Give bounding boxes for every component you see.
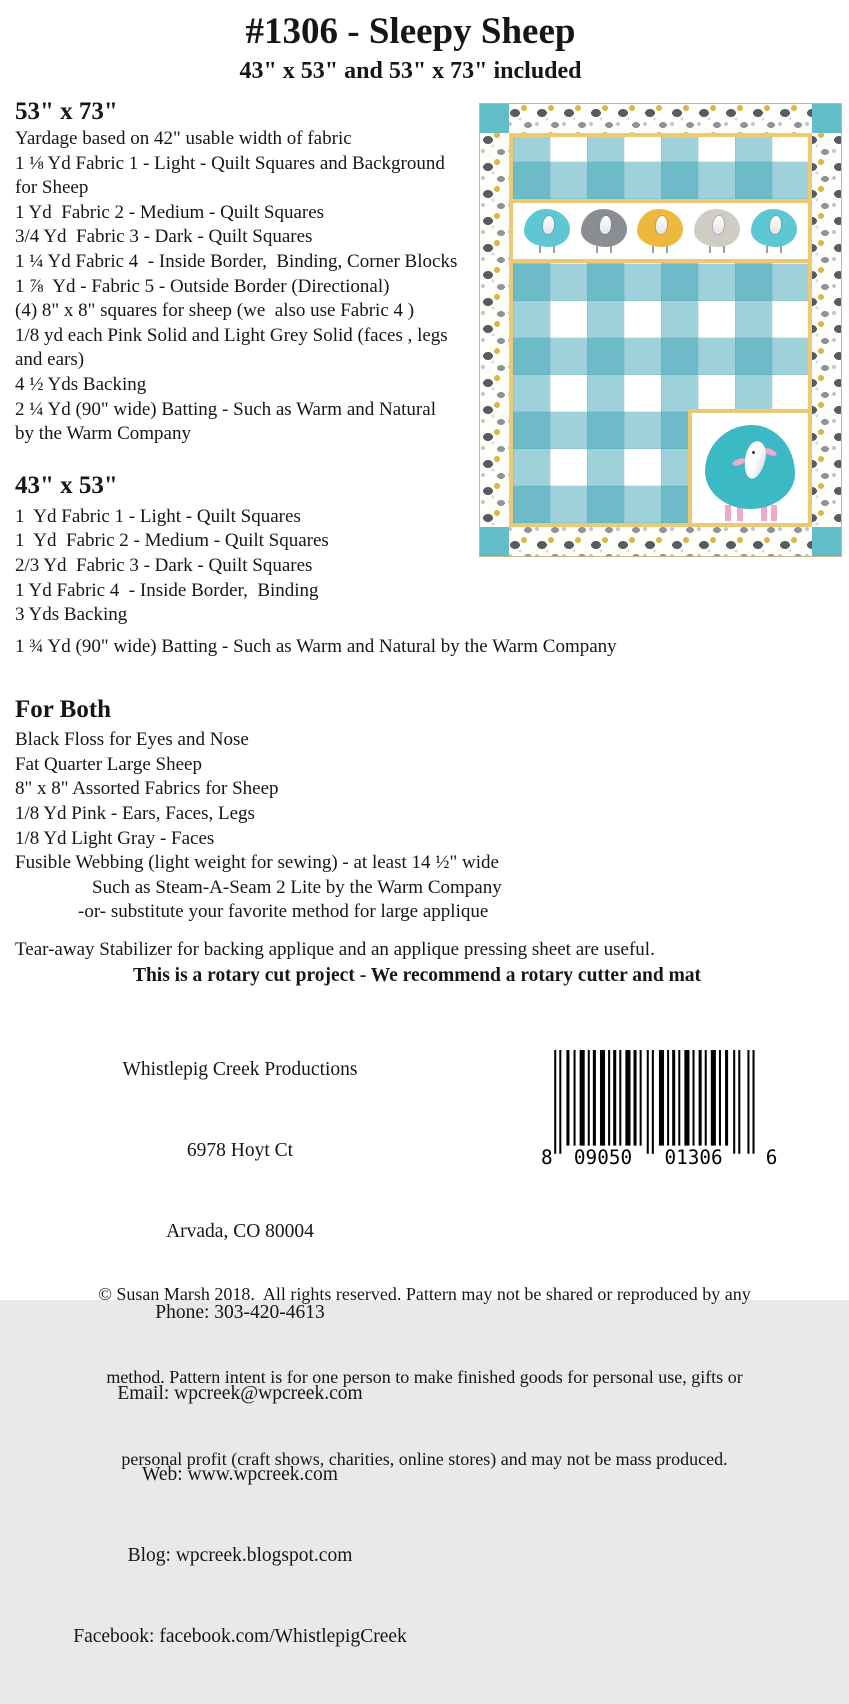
yardage-line: (4) 8" x 8" squares for sheep (we also use Fabric 4 ) <box>15 300 415 322</box>
copyright-block <box>0 1226 849 1529</box>
page-title: #1306 - Sleepy Sheep <box>245 11 576 52</box>
section-heading-43x53: 43" x 53" <box>15 471 118 499</box>
barcode-digit-right: 6 <box>765 1145 778 1169</box>
yardage-line: for Sheep <box>15 177 89 199</box>
yardage-line: 1 Yd Fabric 1 - Light - Quilt Squares <box>15 505 301 527</box>
barcode-digits-group1: 09050 <box>573 1145 633 1169</box>
copyright-line: personal profit (craft shows, charities, online stores) and may not be mass produced. <box>121 1449 728 1469</box>
yardage-line: 3/4 Yd Fabric 3 - Dark - Quilt Squares <box>15 226 313 248</box>
facebook-line: Facebook: facebook.com/WhistlepigCreek <box>73 1626 407 1647</box>
yardage-line-indented: Such as Steam-A-Seam 2 Lite by the Warm Company <box>92 876 502 898</box>
rotary-cut-note: This is a rotary cut project - We recommend a rotary cutter and mat <box>132 964 702 986</box>
address-street: 6978 Hoyt Ct <box>186 1140 294 1161</box>
yardage-line-batting: 1 ¾ Yd (90" wide) Batting - Such as Warm and Natural by the Warm Company <box>15 635 617 657</box>
copyright-line: method. Pattern intent is for one person to make finished goods for personal use, gifts or <box>106 1366 743 1387</box>
yardage-line: 2/3 Yd Fabric 3 - Dark - Quilt Squares <box>15 554 313 576</box>
yardage-line-indented: -or- substitute your favorite method for large applique <box>78 901 489 923</box>
yardage-line: 1/8 Yd Pink - Ears, Faces, Legs <box>15 803 255 825</box>
sheep-leg <box>780 246 782 253</box>
company-name: Whistlepig Creek Productions <box>122 1059 358 1080</box>
email-line: Email: wpcreek@wpcreek.com <box>117 1383 363 1404</box>
phone-line: Phone: 303-420-4613 <box>155 1302 325 1323</box>
yardage-line: Fusible Webbing (light weight for sewing) - at least 14 ½" wide <box>15 852 499 874</box>
section-heading-53x73: 53" x 73" <box>15 98 118 125</box>
yardage-line: Black Floss for Eyes and Nose <box>15 729 249 751</box>
yardage-line: 1 Yd Fabric 4 - Inside Border, Binding <box>15 579 319 601</box>
yardage-line: 1 Yd Fabric 2 - Medium - Quilt Squares <box>15 201 325 223</box>
yardage-line: 8" x 8" Assorted Fabrics for Sheep <box>15 778 279 800</box>
quilt-corner-block <box>812 104 841 133</box>
quilt-corner-block <box>812 527 841 556</box>
section-heading-for-both: For Both <box>15 696 112 724</box>
yardage-line: 4 ½ Yds Backing <box>15 373 147 395</box>
yardage-line: 1/8 Yd Light Gray - Faces <box>15 827 215 849</box>
barcode-bars <box>538 1048 786 1168</box>
yardage-line: 1 ⅛ Yd Fabric 1 - Light - Quilt Squares and Background <box>15 152 445 174</box>
stabilizer-note: Tear-away Stabilizer for backing applique and an applique pressing sheet are useful. <box>15 939 655 961</box>
yardage-line: 1 ⅞ Yd - Fabric 5 - Outside Border (Directional) <box>15 275 390 297</box>
barcode <box>538 1048 786 1168</box>
address-city: Arvada, CO 80004 <box>166 1221 314 1242</box>
barcode-digit-left: 8 <box>540 1145 553 1169</box>
copyright-line: © Susan Marsh 2018. All rights reserved. Pattern may not be shared or reproduced by any <box>98 1284 751 1304</box>
yardage-line: and ears) <box>15 349 85 371</box>
page-subtitle: 43" x 53" and 53" x 73" included <box>239 58 582 84</box>
yardage-line: 2 ¼ Yd (90" wide) Batting - Such as Warm and Natural <box>15 398 436 420</box>
yardage-line: Fat Quarter Large Sheep <box>15 753 202 775</box>
blog-line: Blog: wpcreek.blogspot.com <box>127 1545 353 1566</box>
yardage-line: 1/8 yd each Pink Solid and Light Grey Solid (faces , legs <box>15 324 448 346</box>
yardage-line: 1 ¼ Yd Fabric 4 - Inside Border, Binding, Corner Blocks <box>15 250 458 272</box>
barcode-digits-group2: 01306 <box>664 1145 723 1169</box>
yardage-line: 1 Yd Fabric 2 - Medium - Quilt Squares <box>15 530 329 552</box>
yardage-line: by the Warm Company <box>15 423 191 445</box>
yardage-line: 3 Yds Backing <box>15 604 128 626</box>
web-line: Web: www.wpcreek.com <box>142 1464 338 1485</box>
yardage-column <box>15 97 775 988</box>
yardage-line: Yardage based on 42" usable width of fabric <box>15 128 352 149</box>
header <box>0 10 821 86</box>
